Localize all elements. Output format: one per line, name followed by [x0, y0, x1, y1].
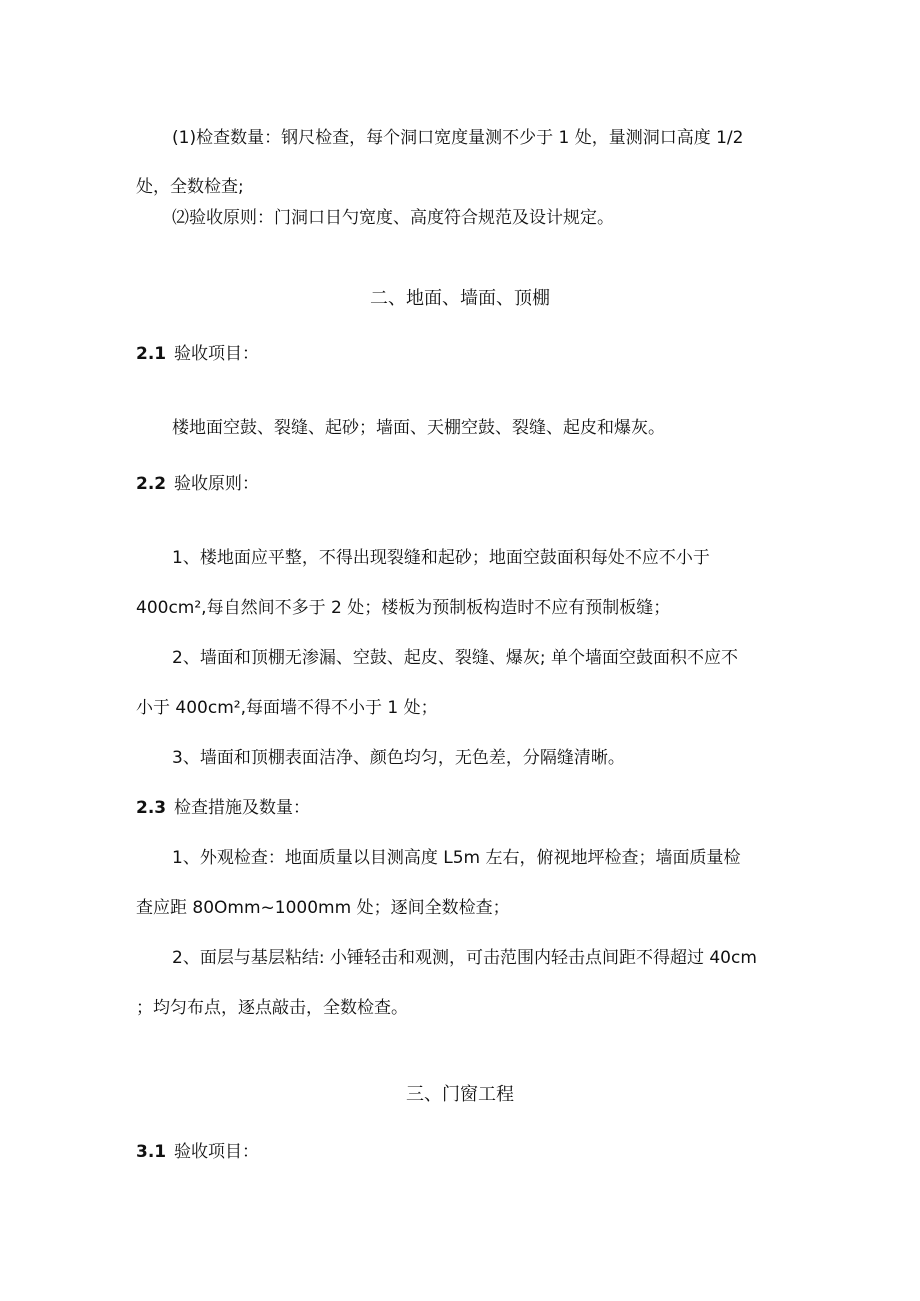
subsection-number: 3.1: [136, 1142, 167, 1162]
subsection-2-1-title: [136, 342, 259, 366]
subsection-2-2-title: [136, 472, 259, 496]
paragraph-2-3-item1-line2: 查应距 80Omm~1000mm 处；逐间全数检查；: [136, 898, 510, 918]
subsection-title: 验收项目：: [174, 344, 259, 364]
section-heading-3: 三、门窗工程: [406, 1084, 514, 1105]
paragraph-2-3-item2-line2: ；均匀布点，逐点敲击，全数检查。: [136, 998, 408, 1018]
subsection-2-3-title: [136, 796, 310, 820]
subsection-3-1-title: [136, 1140, 259, 1164]
subsection-number: 2.1: [136, 344, 167, 364]
paragraph-2-3-item1-line1: 1、外观检查：地面质量以目测高度 L5m 左右，俯视地坪检查；墙面质量检: [172, 848, 741, 868]
paragraph-acceptance-principle: ⑵验收原则：门洞口日勺宽度、高度符合规范及设计规定。: [172, 208, 614, 228]
subsection-title: 验收项目：: [174, 1142, 259, 1162]
subsection-title: 检查措施及数量：: [174, 798, 310, 818]
paragraph-2-2-item1-line2: 400cm²,每自然间不多于 2 处；楼板为预制板构造时不应有预制板缝；: [136, 598, 671, 618]
paragraph-2-2-item3: 3、墙面和顶棚表面洁净、颜色均匀，无色差，分隔缝清晰。: [172, 748, 625, 768]
paragraph-check-quantity-line1: (1)检查数量：钢尺检查，每个洞口宽度量测不少于 1 处，量测洞口高度 1/2: [172, 128, 744, 148]
paragraph-2-2-item1-line1: 1、楼地面应平整，不得出现裂缝和起砂；地面空鼓面积每处不应不小于: [172, 548, 710, 568]
paragraph-2-1-body: 楼地面空鼓、裂缝、起砂；墙面、天棚空鼓、裂缝、起皮和爆灰。: [172, 418, 665, 438]
subsection-title: 验收原则：: [174, 474, 259, 494]
subsection-number: 2.3: [136, 798, 167, 818]
section-heading-2: 二、地面、墙面、顶棚: [370, 288, 550, 309]
paragraph-2-3-item2-line1: 2、面层与基层粘结: 小锤轻击和观测，可击范围内轻击点间距不得超过 40cm: [172, 948, 757, 968]
paragraph-2-2-item2-line1: 2、墙面和顶棚无渗漏、空鼓、起皮、裂缝、爆灰; 单个墙面空鼓面积不应不: [172, 648, 738, 668]
paragraph-check-quantity-line2: 处，全数检查;: [136, 177, 244, 197]
paragraph-2-2-item2-line2: 小于 400cm²,每面墙不得不小于 1 处；: [136, 698, 438, 718]
subsection-number: 2.2: [136, 474, 167, 494]
